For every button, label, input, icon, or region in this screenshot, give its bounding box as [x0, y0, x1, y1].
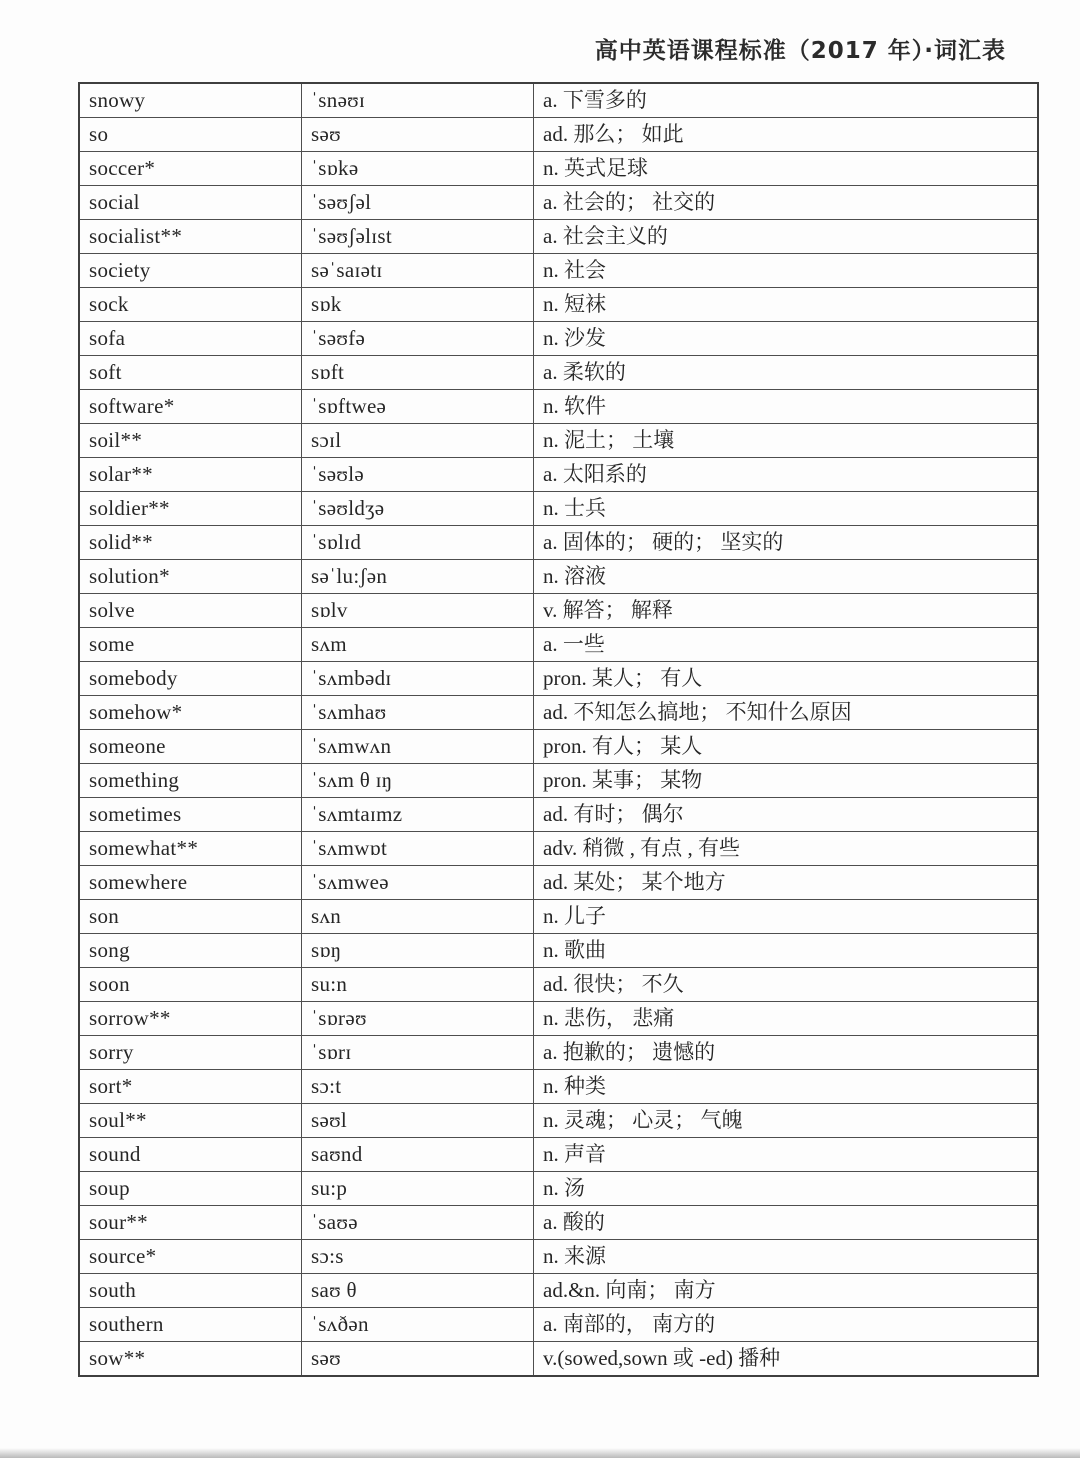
definition-cell: n. 汤 [534, 1172, 1039, 1206]
word-cell: son [79, 900, 302, 934]
phonetic-cell: ˈsaʊə [302, 1206, 534, 1240]
table-row [79, 934, 1038, 968]
word-cell: somehow* [79, 696, 302, 730]
phonetic-cell: sɔ:t [302, 1070, 534, 1104]
definition-cell: ad. 那么； 如此 [534, 118, 1039, 152]
phonetic-cell: ˈsɒrɪ [302, 1036, 534, 1070]
definition-cell: a. 柔软的 [534, 356, 1039, 390]
table-row [79, 1342, 1038, 1377]
word-cell: sound [79, 1138, 302, 1172]
word-cell: somebody [79, 662, 302, 696]
phonetic-cell: səˈsaɪətɪ [302, 254, 534, 288]
word-cell: snowy [79, 83, 302, 118]
table-row [79, 458, 1038, 492]
definition-cell: n. 种类 [534, 1070, 1039, 1104]
phonetic-cell: ˈsnəʊɪ [302, 83, 534, 118]
table-row [79, 1002, 1038, 1036]
definition-cell: v.(sowed,sown 或 -ed) 播种 [534, 1342, 1039, 1377]
phonetic-cell: ˈsəʊʃəl [302, 186, 534, 220]
phonetic-cell: ˈsəʊʃəlɪst [302, 220, 534, 254]
table-row [79, 1036, 1038, 1070]
definition-cell: a. 抱歉的； 遗憾的 [534, 1036, 1039, 1070]
word-cell: south [79, 1274, 302, 1308]
phonetic-cell: ˈsʌmweə [302, 866, 534, 900]
word-cell: sock [79, 288, 302, 322]
table-row [79, 1104, 1038, 1138]
definition-cell: a. 社会主义的 [534, 220, 1039, 254]
table-row [79, 288, 1038, 322]
word-cell: so [79, 118, 302, 152]
definition-cell: ad. 有时； 偶尔 [534, 798, 1039, 832]
table-row [79, 220, 1038, 254]
table-row [79, 322, 1038, 356]
definition-cell: ad. 很快； 不久 [534, 968, 1039, 1002]
definition-cell: n. 来源 [534, 1240, 1039, 1274]
definition-cell: n. 声音 [534, 1138, 1039, 1172]
word-cell: socialist** [79, 220, 302, 254]
definition-cell: ad. 不知怎么搞地； 不知什么原因 [534, 696, 1039, 730]
definition-cell: n. 泥土； 土壤 [534, 424, 1039, 458]
definition-cell: a. 下雪多的 [534, 83, 1039, 118]
table-row [79, 662, 1038, 696]
phonetic-cell: saʊ θ [302, 1274, 534, 1308]
phonetic-cell: ˈsɒlɪd [302, 526, 534, 560]
word-cell: sour** [79, 1206, 302, 1240]
definition-cell: pron. 某人； 有人 [534, 662, 1039, 696]
definition-cell: a. 酸的 [534, 1206, 1039, 1240]
phonetic-cell: sɒŋ [302, 934, 534, 968]
phonetic-cell: ˈsəʊfə [302, 322, 534, 356]
phonetic-cell: ˈsʌmtaɪmz [302, 798, 534, 832]
word-cell: society [79, 254, 302, 288]
definition-cell: ad. 某处； 某个地方 [534, 866, 1039, 900]
table-row [79, 152, 1038, 186]
word-cell: solution* [79, 560, 302, 594]
phonetic-cell: səˈlu:ʃən [302, 560, 534, 594]
definition-cell: a. 固体的； 硬的； 坚实的 [534, 526, 1039, 560]
definition-cell: ad.&n. 向南； 南方 [534, 1274, 1039, 1308]
definition-cell: n. 儿子 [534, 900, 1039, 934]
table-row [79, 118, 1038, 152]
word-cell: soldier** [79, 492, 302, 526]
table-row [79, 356, 1038, 390]
table-row [79, 798, 1038, 832]
phonetic-cell: sʌm [302, 628, 534, 662]
phonetic-cell: ˈsʌmwʌn [302, 730, 534, 764]
definition-cell: n. 灵魂； 心灵； 气魄 [534, 1104, 1039, 1138]
table-row [79, 730, 1038, 764]
table-row [79, 866, 1038, 900]
definition-cell: pron. 有人； 某人 [534, 730, 1039, 764]
word-cell: solid** [79, 526, 302, 560]
phonetic-cell: səʊ [302, 118, 534, 152]
word-cell: soccer* [79, 152, 302, 186]
word-cell: something [79, 764, 302, 798]
definition-cell: a. 南部的， 南方的 [534, 1308, 1039, 1342]
word-cell: sometimes [79, 798, 302, 832]
word-cell: soil** [79, 424, 302, 458]
table-row [79, 390, 1038, 424]
table-row [79, 424, 1038, 458]
word-cell: sofa [79, 322, 302, 356]
table-row [79, 764, 1038, 798]
page-header-title: 高中英语课程标准（2017 年）·词汇表 [594, 38, 1006, 64]
definition-cell: n. 溶液 [534, 560, 1039, 594]
vocabulary-table-body [79, 83, 1038, 1376]
phonetic-cell: səʊl [302, 1104, 534, 1138]
table-row [79, 1172, 1038, 1206]
table-row [79, 492, 1038, 526]
table-row [79, 1206, 1038, 1240]
table-row [79, 526, 1038, 560]
phonetic-cell: su:p [302, 1172, 534, 1206]
phonetic-cell: ˈsʌm θ ɪŋ [302, 764, 534, 798]
word-cell: sort* [79, 1070, 302, 1104]
definition-cell: n. 沙发 [534, 322, 1039, 356]
word-cell: soul** [79, 1104, 302, 1138]
table-row [79, 594, 1038, 628]
definition-cell: n. 英式足球 [534, 152, 1039, 186]
phonetic-cell: ˈsəʊlə [302, 458, 534, 492]
word-cell: somewhere [79, 866, 302, 900]
word-cell: solar** [79, 458, 302, 492]
definition-cell: adv. 稍微 , 有点 , 有些 [534, 832, 1039, 866]
word-cell: soup [79, 1172, 302, 1206]
table-row [79, 832, 1038, 866]
definition-cell: n. 歌曲 [534, 934, 1039, 968]
definition-cell: n. 士兵 [534, 492, 1039, 526]
table-row [79, 628, 1038, 662]
table-row [79, 696, 1038, 730]
phonetic-cell: ˈsʌmbədɪ [302, 662, 534, 696]
phonetic-cell: səʊ [302, 1342, 534, 1377]
scan-edge-shadow [0, 1448, 1080, 1458]
word-cell: software* [79, 390, 302, 424]
word-cell: some [79, 628, 302, 662]
phonetic-cell: sɒlv [302, 594, 534, 628]
word-cell: sorrow** [79, 1002, 302, 1036]
table-row [79, 1138, 1038, 1172]
phonetic-cell: sɔ:s [302, 1240, 534, 1274]
definition-cell: n. 软件 [534, 390, 1039, 424]
table-row [79, 1240, 1038, 1274]
table-row [79, 186, 1038, 220]
word-cell: sorry [79, 1036, 302, 1070]
phonetic-cell: ˈsɒkə [302, 152, 534, 186]
definition-cell: n. 社会 [534, 254, 1039, 288]
table-row [79, 254, 1038, 288]
word-cell: someone [79, 730, 302, 764]
word-cell: soft [79, 356, 302, 390]
definition-cell: n. 悲伤， 悲痛 [534, 1002, 1039, 1036]
phonetic-cell: sɒft [302, 356, 534, 390]
definition-cell: a. 一些 [534, 628, 1039, 662]
phonetic-cell: ˈsɒftweə [302, 390, 534, 424]
phonetic-cell: ˈsʌðən [302, 1308, 534, 1342]
phonetic-cell: sɔɪl [302, 424, 534, 458]
definition-cell: a. 太阳系的 [534, 458, 1039, 492]
table-row [79, 900, 1038, 934]
definition-cell: pron. 某事； 某物 [534, 764, 1039, 798]
phonetic-cell: sʌn [302, 900, 534, 934]
phonetic-cell: ˈsɒrəʊ [302, 1002, 534, 1036]
phonetic-cell: ˈsʌmwɒt [302, 832, 534, 866]
definition-cell: v. 解答； 解释 [534, 594, 1039, 628]
phonetic-cell: saʊnd [302, 1138, 534, 1172]
phonetic-cell: su:n [302, 968, 534, 1002]
table-row [79, 83, 1038, 118]
definition-cell: a. 社会的； 社交的 [534, 186, 1039, 220]
table-row [79, 560, 1038, 594]
word-cell: somewhat** [79, 832, 302, 866]
phonetic-cell: ˈsəʊldʒə [302, 492, 534, 526]
word-cell: source* [79, 1240, 302, 1274]
definition-cell: n. 短袜 [534, 288, 1039, 322]
table-row [79, 1274, 1038, 1308]
word-cell: solve [79, 594, 302, 628]
word-cell: social [79, 186, 302, 220]
word-cell: southern [79, 1308, 302, 1342]
table-row [79, 1308, 1038, 1342]
phonetic-cell: sɒk [302, 288, 534, 322]
word-cell: soon [79, 968, 302, 1002]
word-cell: sow** [79, 1342, 302, 1377]
word-cell: song [79, 934, 302, 968]
table-row [79, 968, 1038, 1002]
phonetic-cell: ˈsʌmhaʊ [302, 696, 534, 730]
table-row [79, 1070, 1038, 1104]
vocabulary-table [78, 82, 1039, 1377]
